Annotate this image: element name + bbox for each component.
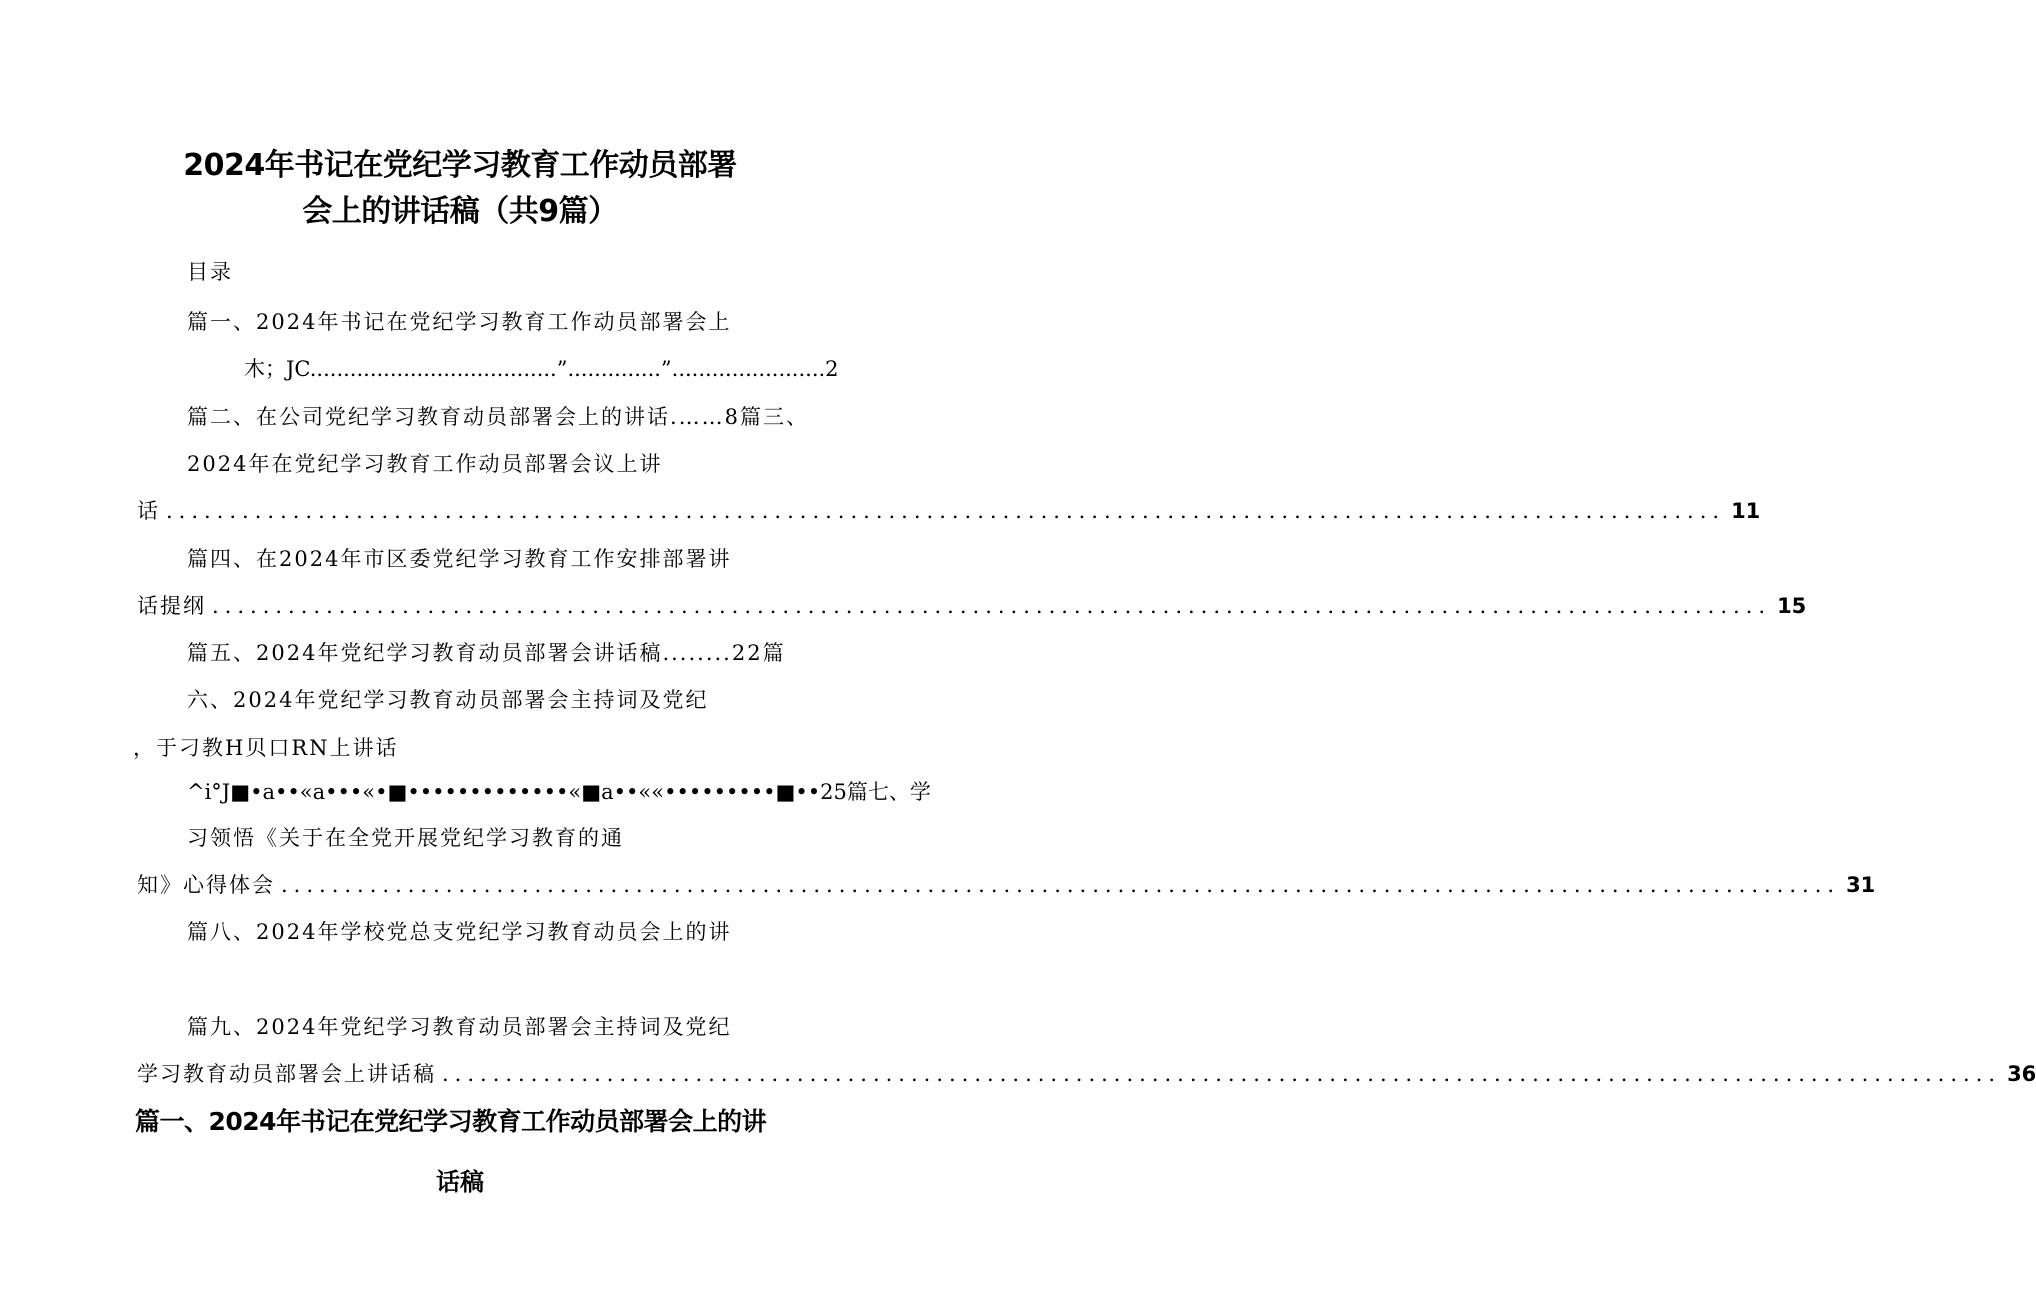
toc-entry-5: 篇五、2024年党纪学习教育动员部署会讲话稿........22篇: [187, 641, 786, 665]
toc-entry-9-tail: 学习教育动员部署会上讲话稿: [137, 1062, 436, 1086]
toc-entry-7-leader: [137, 871, 1876, 899]
dot-leader: ...........................................................................................................................: [281, 873, 1841, 897]
dot-leader: ...........................................................................................................................: [212, 594, 1772, 618]
toc-entry-4-tail: 话提纲: [137, 594, 206, 618]
dot-leader: ...........................................................................................................................: [442, 1062, 2002, 1086]
toc-entry-7-tail: 知》心得体会: [137, 873, 275, 897]
toc-entry-2: 篇二、在公司党纪学习教育动员部署会上的讲话.……8篇三、: [187, 405, 810, 429]
document-title-line-2: 会上的讲话稿（共9篇）: [302, 194, 618, 229]
section-heading-continuation: 话稿: [436, 1168, 484, 1196]
toc-entry-6-garbled: ，于刁教H贝口RN上讲话: [133, 736, 399, 760]
toc-entry-9-leader: [137, 1060, 2036, 1088]
toc-heading: 目录: [187, 260, 233, 284]
section-heading: 篇一、2024年书记在党纪学习教育工作动员部署会上的讲: [135, 1107, 767, 1136]
toc-page-number: 31: [1846, 873, 1876, 897]
toc-entry-9: 篇九、2024年党纪学习教育动员部署会主持词及党纪: [187, 1015, 732, 1039]
toc-page-number: 11: [1731, 499, 1761, 523]
toc-entry-3-leader: [137, 497, 1761, 525]
toc-entry-6-garbled-leader: ^i°J■•a••«a•••«•■•••••••••••••«■a••««•••••••••■••25篇七、学: [187, 780, 931, 804]
toc-entry-6: 六、2024年党纪学习教育动员部署会主持词及党纪: [187, 688, 709, 712]
toc-entry-1: 篇一、2024年书记在党纪学习教育工作动员部署会上: [187, 310, 732, 334]
toc-page-number: 36: [2007, 1062, 2036, 1086]
toc-entry-1-garbled: 木；JC.....................................”..............”.......................2: [244, 357, 839, 381]
dot-leader: ...........................................................................................................................: [166, 499, 1726, 523]
toc-entry-3-tail: 话: [137, 499, 160, 523]
toc-entry-4-leader: [137, 592, 1807, 620]
toc-entry-4: 篇四、在2024年市区委党纪学习教育工作安排部署讲: [187, 547, 732, 571]
document-title-line-1: 2024年书记在党纪学习教育工作动员部署: [183, 148, 737, 183]
toc-entry-7: 习领悟《关于在全党开展党纪学习教育的通: [187, 826, 624, 850]
toc-entry-3: 2024年在党纪学习教育工作动员部署会议上讲: [187, 452, 663, 476]
toc-entry-8: 篇八、2024年学校党总支党纪学习教育动员会上的讲: [187, 920, 732, 944]
toc-page-number: 15: [1777, 594, 1807, 618]
